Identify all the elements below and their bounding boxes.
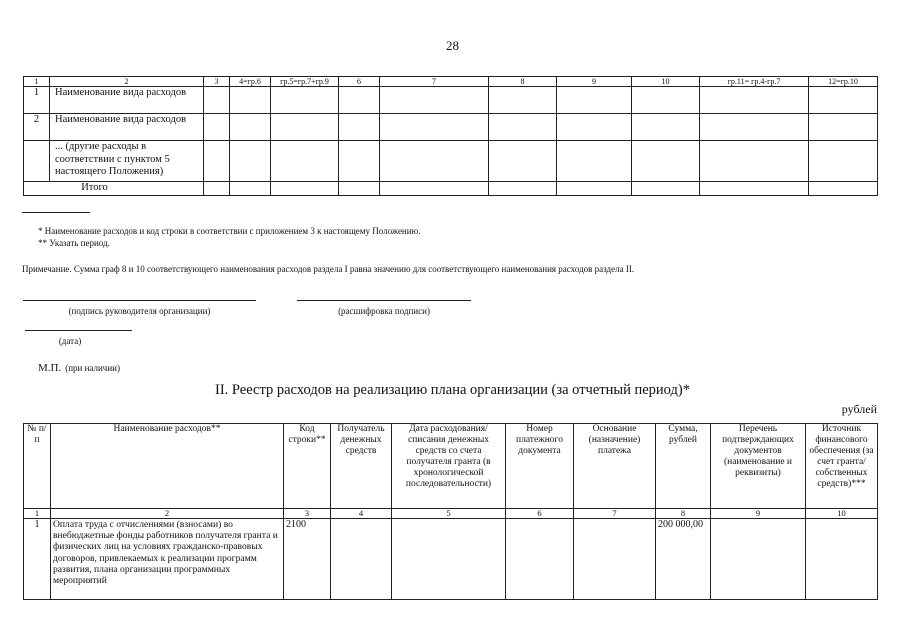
table-header-cell: 6 xyxy=(339,77,380,87)
row-name: Наименование вида расходов xyxy=(50,87,204,114)
column-number: 10 xyxy=(806,509,878,519)
row-number xyxy=(24,141,50,182)
column-number: 7 xyxy=(574,509,656,519)
row-number: 1 xyxy=(24,87,50,114)
table-header-cell: 1 xyxy=(24,77,50,87)
section-title: II. Реестр расходов на реализацию плана организации (за отчетный период)* xyxy=(215,382,690,398)
date-caption: (дата) xyxy=(58,336,82,346)
expenses-registry-table xyxy=(23,423,878,600)
column-number: 2 xyxy=(51,509,284,519)
table-header-row xyxy=(24,424,878,509)
row-name: Наименование вида расходов xyxy=(50,114,204,141)
column-number: 5 xyxy=(392,509,506,519)
table-row xyxy=(24,141,878,182)
column-number: 1 xyxy=(24,509,51,519)
table-header-row xyxy=(24,77,878,87)
table-header-cell: 3 xyxy=(204,77,230,87)
table-header-cell: 2 xyxy=(50,77,204,87)
footnote-divider xyxy=(22,212,90,213)
column-number: 9 xyxy=(711,509,806,519)
row-number: 2 xyxy=(24,114,50,141)
column-number: 6 xyxy=(506,509,574,519)
row-name: ... (другие расходы в соответствии с пунктом 5 настоящего Положения) xyxy=(50,141,204,182)
column-number: 3 xyxy=(284,509,331,519)
column-header: Дата расходования/ списания денежных средств со счета получателя гранта (в хронологической последовательности) xyxy=(392,424,506,509)
column-number: 8 xyxy=(656,509,711,519)
date-line xyxy=(25,330,132,331)
table-header-cell: гр.5=гр.7+гр.9 xyxy=(271,77,339,87)
stamp-note: (при наличии) xyxy=(65,363,120,373)
signature-caption: (подпись руководителя организации) xyxy=(68,306,211,316)
column-header: Код строки** xyxy=(284,424,331,509)
row-code: 2100 xyxy=(284,519,331,600)
column-header: Наименование расходов** xyxy=(51,424,284,509)
column-header: № п/п xyxy=(24,424,51,509)
table-row xyxy=(24,87,878,114)
row-number: 1 xyxy=(24,519,51,600)
column-header: Перечень подтверждающих документов (наименование и реквизиты) xyxy=(711,424,806,509)
row-amount: 200 000,00 xyxy=(656,519,711,600)
footnote-1: * Наименование расходов и код строки в соответствии с приложением 3 к настоящему Положению. xyxy=(38,226,421,236)
unit-label: рублей xyxy=(841,402,877,416)
stamp-label: М.П. xyxy=(38,362,62,374)
note: Примечание. Сумма граф 8 и 10 соответствующего наименования расходов раздела I равна значению для соответствующего наименования расходов раздела II. xyxy=(22,264,635,274)
total-row xyxy=(24,182,878,196)
table-row xyxy=(24,114,878,141)
row-name: Оплата труда с отчислениями (взносами) во внебюджетные фонды работников получателя гранта и физических лиц на условиях гражданско-правовых договоров, привлекаемых к реализации программ развития, плана организации программных мероприятий xyxy=(51,519,284,600)
column-header: Номер платежного документа xyxy=(506,424,574,509)
table-header-cell: 8 xyxy=(489,77,557,87)
table-row xyxy=(24,519,878,600)
table-header-cell: 7 xyxy=(380,77,489,87)
decoding-caption: (расшифровка подписи) xyxy=(338,306,430,316)
expenses-table-continuation xyxy=(23,76,878,196)
column-header: Основание (назначение) платежа xyxy=(574,424,656,509)
stamp-block xyxy=(38,358,120,376)
decoding-line xyxy=(297,300,471,301)
column-number-row xyxy=(24,509,878,519)
table-header-cell: гр.11= гр.4-гр.7 xyxy=(700,77,809,87)
column-header: Получатель денежных средств xyxy=(331,424,392,509)
column-number: 4 xyxy=(331,509,392,519)
column-header: Сумма, рублей xyxy=(656,424,711,509)
page-number: 28 xyxy=(446,38,459,53)
table-header-cell: 4=гр.6 xyxy=(230,77,271,87)
total-label: Итого xyxy=(24,182,204,196)
table-header-cell: 12=гр.10 xyxy=(809,77,878,87)
footnote-2: ** Указать период. xyxy=(38,238,110,248)
table-header-cell: 9 xyxy=(557,77,632,87)
table-header-cell: 10 xyxy=(632,77,700,87)
column-header: Источник финансового обеспечения (за счет гранта/ собственных средств)*** xyxy=(806,424,878,509)
signature-line xyxy=(23,300,256,301)
